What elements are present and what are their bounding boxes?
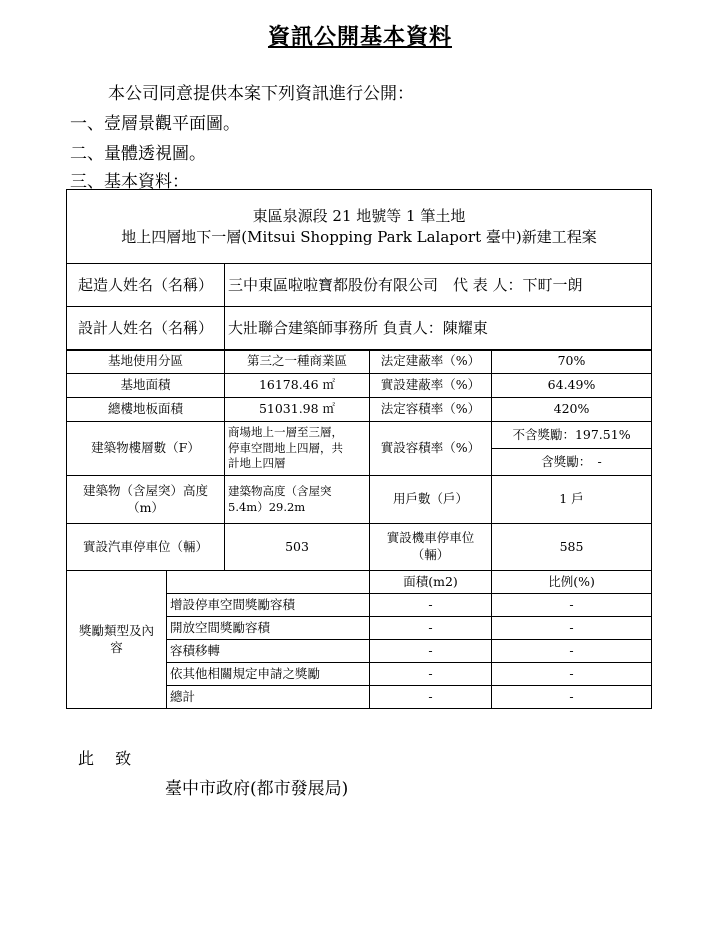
floors-label: 建築物樓層數（F）	[67, 422, 225, 476]
bonus-header-blank	[167, 571, 370, 594]
floors-value	[225, 422, 370, 476]
height-value-line-2: 5.4m）29.2m	[228, 499, 306, 514]
car-parking-value: 503	[225, 524, 370, 571]
designer-value: 大壯聯合建築師事務所 負責人：陳耀東	[225, 307, 652, 350]
legal-coverage-label: 法定建蔽率（%）	[370, 350, 492, 374]
bonus-label	[67, 571, 167, 709]
floors-value-line-1: 商場地上一層至三層，	[228, 425, 343, 440]
bonus-label-line-1: 獎勵類型及內	[78, 622, 154, 638]
site-area-label: 基地面積	[67, 374, 225, 398]
site-area-row	[67, 374, 652, 398]
site-area-value: 16178.46 ㎡	[225, 374, 370, 398]
project-line-1: 東區泉源段 21 地號等 1 筆土地	[252, 207, 466, 226]
height-row	[67, 476, 652, 524]
floor-area-label: 總樓地板面積	[67, 398, 225, 422]
bonus-row-ratio: -	[492, 640, 652, 663]
car-parking-label: 實設汽車停車位（輛）	[67, 524, 225, 571]
height-label	[67, 476, 225, 524]
bonus-row-name: 增設停車空間獎勵容積	[167, 594, 370, 617]
bonus-header-row	[67, 571, 652, 594]
parking-row	[67, 524, 652, 571]
project-name	[67, 190, 652, 264]
project-row	[67, 190, 652, 264]
developer-label: 起造人姓名（名稱）	[67, 264, 225, 307]
moto-parking-label-line-1: 實設機車停車位	[386, 530, 475, 546]
bonus-label-line-2: 容	[110, 639, 123, 655]
floors-row	[67, 422, 652, 449]
height-label-line-1: 建築物（含屋突）高度	[82, 482, 208, 498]
recipient-text: 臺中市政府(都市發展局)	[165, 779, 349, 799]
bonus-row-area: -	[370, 617, 492, 640]
item-1: 一、壹層景觀平面圖。	[70, 114, 240, 134]
units-label: 用戶數（戶）	[370, 476, 492, 524]
legal-far-label: 法定容積率（%）	[370, 398, 492, 422]
actual-far-label: 實設容積率（%）	[370, 422, 492, 476]
page-title: 資訊公開基本資料	[267, 24, 452, 50]
bonus-row-area: -	[370, 640, 492, 663]
developer-value: 三中東區啦啦寶都股份有限公司 代 表 人：下町一朗	[225, 264, 652, 307]
floor-area-value: 51031.98 ㎡	[225, 398, 370, 422]
developer-row	[67, 264, 652, 307]
floors-value-line-3: 計地上四層	[228, 456, 286, 471]
item-2: 二、量體透視圖。	[70, 144, 206, 164]
legal-coverage-value: 70%	[492, 350, 652, 374]
floors-value-line-2: 停車空間地上四層，共	[228, 440, 343, 455]
basic-data-table	[66, 189, 652, 709]
bonus-col-ratio: 比例(%)	[492, 571, 652, 594]
intro-text: 本公司同意提供本案下列資訊進行公開：	[108, 84, 414, 104]
bonus-row-ratio: -	[492, 686, 652, 709]
closing-text: 此 致	[78, 749, 140, 768]
legal-far-value: 420%	[492, 398, 652, 422]
moto-parking-label-line-2: （輛）	[411, 547, 450, 562]
zoning-row	[67, 350, 652, 374]
designer-label: 設計人姓名（名稱）	[67, 307, 225, 350]
height-label-line-2: （m）	[127, 499, 164, 515]
bonus-row-ratio: -	[492, 617, 652, 640]
far-no-bonus: 不含獎勵：197.51%	[492, 422, 652, 449]
bonus-row-ratio: -	[492, 663, 652, 686]
designer-row	[67, 307, 652, 350]
bonus-row-area: -	[370, 594, 492, 617]
bonus-row-area: -	[370, 686, 492, 709]
item-3: 三、基本資料：	[70, 172, 189, 192]
bonus-col-area: 面積(m2)	[370, 571, 492, 594]
height-value	[225, 476, 370, 524]
bonus-row-ratio: -	[492, 594, 652, 617]
bonus-row-area: -	[370, 663, 492, 686]
bonus-row-name: 總計	[167, 686, 370, 709]
project-line-2: 地上四層地下一層(Mitsui Shopping Park Lalaport 臺中)新建工程案	[121, 227, 597, 246]
units-value: 1 戶	[492, 476, 652, 524]
actual-coverage-value: 64.49%	[492, 374, 652, 398]
bonus-row-name: 容積移轉	[167, 640, 370, 663]
actual-coverage-label: 實設建蔽率（%）	[370, 374, 492, 398]
moto-parking-value: 585	[492, 524, 652, 571]
far-with-bonus: 含獎勵： -	[492, 449, 652, 476]
moto-parking-label	[370, 524, 492, 571]
bonus-row-name: 開放空間獎勵容積	[167, 617, 370, 640]
zoning-label: 基地使用分區	[67, 350, 225, 374]
height-value-line-1: 建築物高度（含屋突	[228, 483, 332, 498]
bonus-row-name: 依其他相關規定申請之獎勵	[167, 663, 370, 686]
floor-area-row	[67, 398, 652, 422]
zoning-value: 第三之一種商業區	[225, 350, 370, 374]
